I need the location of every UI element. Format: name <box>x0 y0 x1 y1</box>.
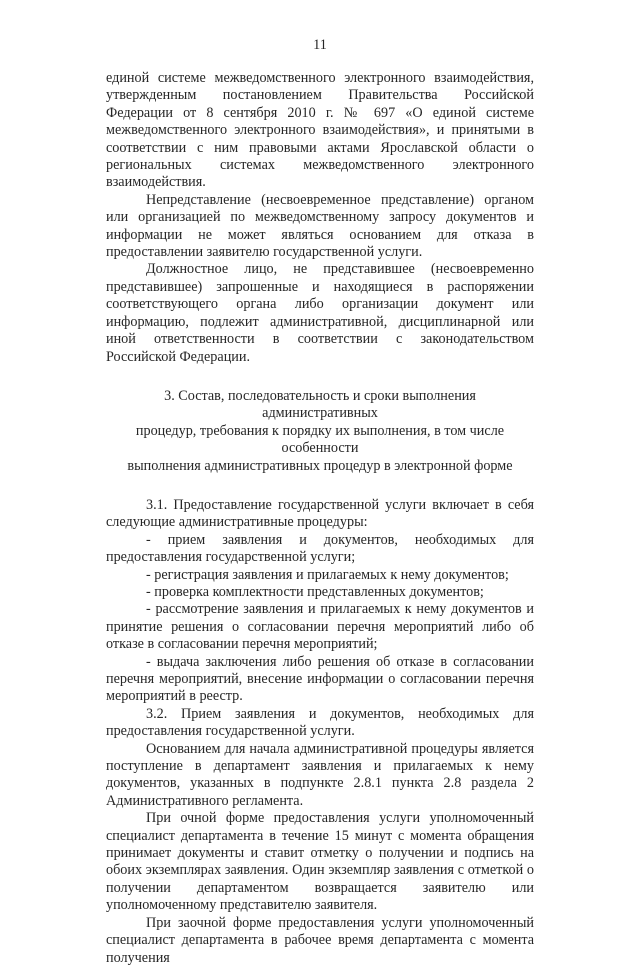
paragraph-interagency-system: единой системе межведомственного электронного взаимодействия, утвержденным постановлением Правительства Российской Федерации от 8 сентября 2010 г. № 697 «О единой системе межведомственного электронного взаимодействия», и принятыми в соответствии с ним правовыми актами Ярославской области о региональных системах межведомственного электронного взаимодействия. <box>106 70 534 191</box>
paragraph-in-person: При очной форме предоставления услуги уполномоченный специалист департамента в течение 15 минут с момента обращения принимает документы и ставит отметку о получении и подпись на обоих экземплярах заявления. Один экземпляр заявления с отметкой о получении департаментом возвращается заявителю или уполномоченному представителю заявителя. <box>106 810 534 914</box>
list-item-review-decision: - рассмотрение заявления и прилагаемых к нему документов и принятие решения о согласовании перечня мероприятий либо об отказе в согласовании перечня мероприятий; <box>106 601 534 653</box>
section-heading <box>106 388 534 475</box>
list-item-registration: - регистрация заявления и прилагаемых к нему документов; <box>146 566 509 583</box>
paragraph-3-1: 3.1. Предоставление государственной услуги включает в себя следующие административные процедуры: <box>106 496 534 531</box>
section-heading-line: выполнения административных процедур в электронной форме <box>127 457 513 474</box>
list-item-issuance: - выдача заключения либо решения об отказе в согласовании перечня мероприятий, внесение информации о согласовании перечня мероприятий в реестр. <box>106 653 534 705</box>
list-item-completeness-check: - проверка комплектности представленных документов; <box>146 583 484 600</box>
paragraph-non-submission: Непредставление (несвоевременное представление) органом или организацией по межведомственному запросу документов и информации не может являться основанием для отказа в предоставлении заявителю государственной услуги. <box>106 191 534 261</box>
section-heading-line: процедур, требования к порядку их выполнения, в том числе особенности <box>135 422 505 457</box>
page-number: 11 <box>313 37 327 53</box>
paragraph-remote: При заочной форме предоставления услуги уполномоченный специалист департамента в рабочее время департамента с момента получения <box>106 914 534 966</box>
list-item-reception: - прием заявления и документов, необходимых для предоставления государственной услуги; <box>106 531 534 566</box>
paragraph-3-2: 3.2. Прием заявления и документов, необходимых для предоставления государственной услуги. <box>106 705 534 740</box>
section-heading-line: 3. Состав, последовательность и сроки выполнения административных <box>164 387 476 422</box>
paragraph-grounds: Основанием для начала административной процедуры является поступление в департамент заявления и прилагаемых к нему документов, указанных в подпункте 2.8.1 пункта 2.8 раздела 2 Административного регламента. <box>106 740 534 809</box>
page-body <box>106 70 534 967</box>
paragraph-official-liability: Должностное лицо, не представившее (несвоевременно представившее) запрошенные и находящиеся в распоряжении соответствующего органа либо организации документ или информацию, подлежит административной, дисциплинарной или иной ответственности в соответствии с законодательством Российской Федерации. <box>106 261 534 365</box>
